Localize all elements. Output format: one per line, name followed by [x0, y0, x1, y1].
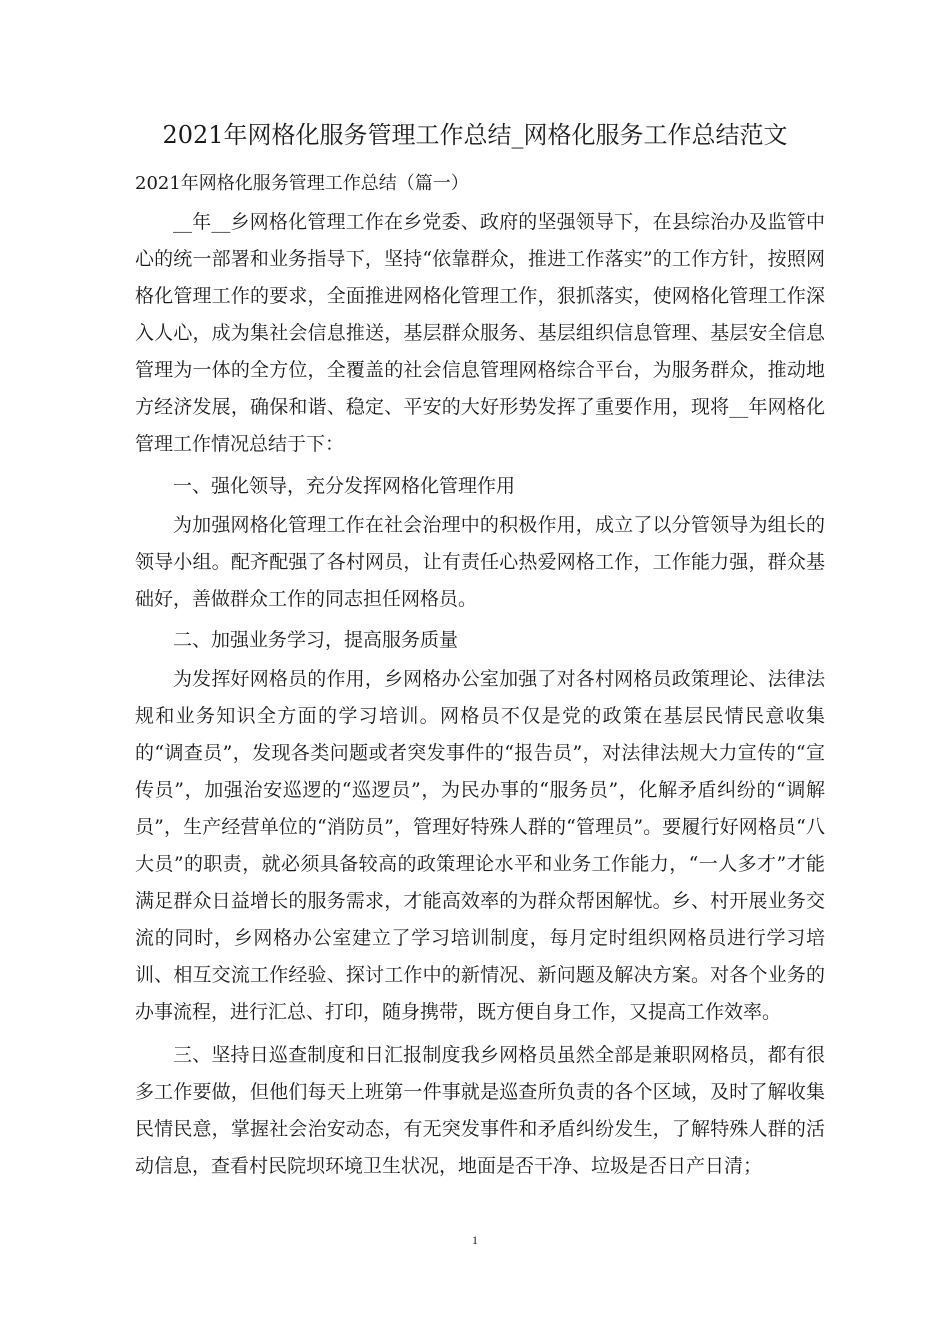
paragraph-training: 为发挥好网格员的作用，乡网格办公室加强了对各村网格员政策理论、法律法规和业务知识全方面的学习培训。网格员不仅是党的政策在基层民情民意收集的“调查员”，发现各类问题或者突发事件的“报告员”，对法律法规大力宣传的“宣传员”，加强治安巡逻的“巡逻员”，为民办事的“服务员”，化解矛盾纠纷的“调解员”，生产经营单位的“消防员”，管理好特殊人群的“管理员”。要履行好网格员“八大员”的职责，就必须具备较高的政策理论水平和业务工作能力，“一人多才”才能满足群众日益增长的服务需求，才能高效率的为群众帮困解忧。乡、村开展业务交流的同时，乡网格办公室建立了学习培训制度，每月定时组织网格员进行学习培训、相互交流工作经验、探讨工作中的新情况、新问题及解决方案。对各个业务的办事流程，进行汇总、打印，随身携带，既方便自身工作，又提高工作效率。	[135, 668, 825, 1023]
section-subtitle: 2021年网格化服务管理工作总结（篇一）	[135, 173, 469, 194]
heading-2: 二、加强业务学习，提高服务质量	[173, 629, 459, 651]
document-title: 2021年网格化服务管理工作总结_网格化服务工作总结范文	[162, 121, 788, 149]
page-number: 1	[472, 1233, 478, 1247]
paragraph-intro: __年__乡网格化管理工作在乡党委、政府的坚强领导下，在县综治办及监管中心的统一部署和业务指导下，坚持“依靠群众，推进工作落实”的工作方针，按照网格化管理工作的要求，全面推进网格化管理工作，狠抓落实，使网格化管理工作深入人心，成为集社会信息推送，基层群众服务、基层组织信息管理、基层安全信息管理为一体的全方位，全覆盖的社会信息管理网格综合平台，为服务群众，推动地方经济发展，确保和谐、稳定、平安的大好形势发挥了重要作用，现将__年网格化管理工作情况总结于下：	[135, 211, 825, 455]
heading-1: 一、强化领导，充分发挥网格化管理作用	[173, 475, 516, 497]
document-body	[135, 204, 825, 1185]
paragraph-leadership: 为加强网格化管理工作在社会治理中的积极作用，成立了以分管领导为组长的领导小组。配齐配强了各村网员，让有责任心热爱网格工作，工作能力强，群众基础好，善做群众工作的同志担任网格员。	[135, 514, 825, 610]
paragraph-inspection: 三、坚持日巡查制度和日汇报制度我乡网格员虽然全部是兼职网格员，都有很多工作要做，但他们每天上班第一件事就是巡查所负责的各个区域，及时了解收集民情民意，掌握社会治安动态，有无突发事件和矛盾纠纷发生，了解特殊人群的活动信息，查看村民院坝环境卫生状况，地面是否干净、垃圾是否日产日清；	[135, 1044, 825, 1177]
